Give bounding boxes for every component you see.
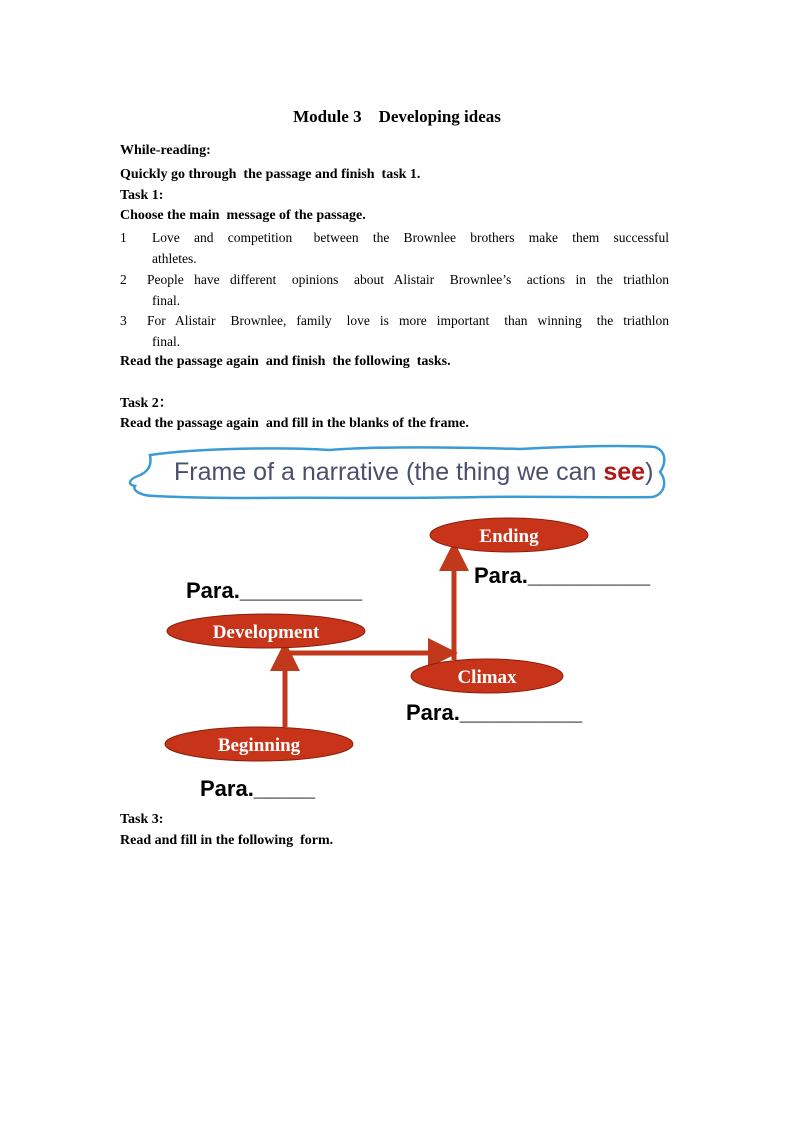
option-text-line2: athletes. bbox=[152, 250, 197, 266]
para-blank-development: Para.__________ bbox=[186, 578, 363, 603]
banner-title-highlight: see bbox=[603, 458, 646, 486]
node-development-label: Development bbox=[212, 622, 320, 643]
para-blank-climax: Para.__________ bbox=[406, 700, 583, 725]
node-ending-label: Ending bbox=[479, 526, 539, 547]
task2-prompt: Read the passage again and fill in the blanks of the frame. bbox=[120, 416, 469, 431]
banner-title-end: ) bbox=[645, 458, 654, 486]
option-number: 3 bbox=[120, 313, 127, 328]
page-title: Module 3 Developing ideas bbox=[293, 107, 501, 126]
para-blank-beginning: Para._____ bbox=[200, 776, 315, 801]
node-climax-label: Climax bbox=[457, 667, 517, 688]
option-number: 2 bbox=[120, 272, 127, 287]
node-beginning-label: Beginning bbox=[217, 735, 301, 756]
option-text-line2: final. bbox=[152, 292, 181, 308]
option-text-line1: People have different opinions about Alistair Brownlee’s actions in the triathlon bbox=[147, 272, 669, 287]
banner-title-main: Frame of a narrative (the thing we can bbox=[174, 458, 604, 486]
task1-label: Task 1: bbox=[120, 188, 164, 203]
option-text-line1: Love and competition between the Brownlee brothers make them successful bbox=[152, 230, 669, 245]
while-reading-heading: While-reading: bbox=[120, 143, 211, 158]
task3-prompt: Read and fill in the following form. bbox=[120, 833, 334, 848]
task1-prompt: Choose the main message of the passage. bbox=[120, 208, 366, 223]
option-text-line1: For Alistair Brownlee, family love is more important than winning the triathlon bbox=[147, 313, 669, 328]
instruction-read-again: Read the passage again and finish the following tasks. bbox=[120, 354, 451, 369]
task3-label: Task 3: bbox=[120, 812, 164, 827]
option-text-line2: final. bbox=[152, 333, 181, 349]
para-blank-ending: Para.__________ bbox=[474, 563, 651, 588]
task2-label: Task 2： bbox=[120, 396, 173, 411]
option-number: 1 bbox=[120, 230, 127, 245]
banner-title bbox=[174, 458, 653, 486]
instruction-quick-read: Quickly go through the passage and finish task 1. bbox=[120, 167, 421, 182]
